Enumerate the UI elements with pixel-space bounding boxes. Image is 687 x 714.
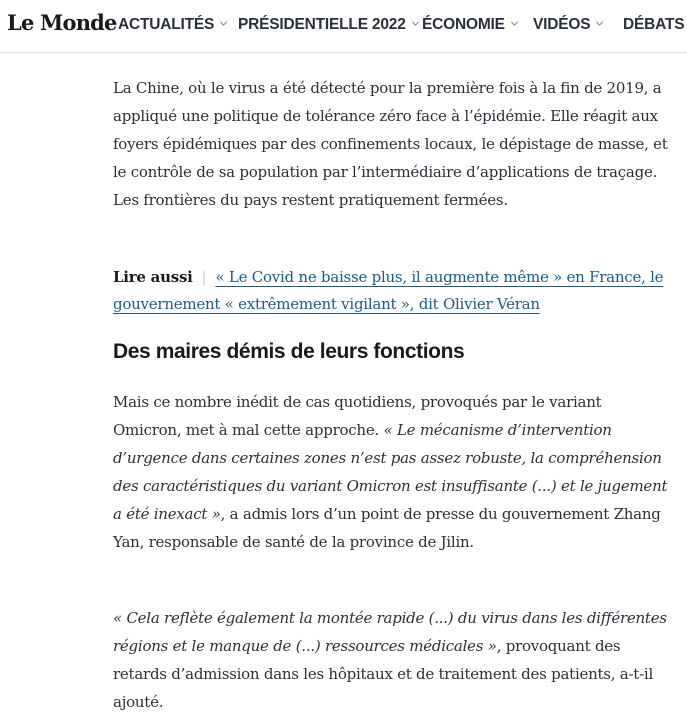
article-paragraph: [113, 388, 673, 556]
nav-item-actualites[interactable]: [118, 16, 228, 34]
site-header: [0, 0, 687, 53]
nav-item-presidentielle[interactable]: [238, 16, 420, 34]
nav-item-economie[interactable]: [422, 16, 519, 34]
article-paragraph: [113, 604, 673, 714]
chevron-down-icon: [219, 19, 228, 28]
nav-item-videos[interactable]: [533, 16, 604, 34]
le-monde-logo[interactable]: Le Monde: [7, 10, 117, 35]
nav-item-label: DÉBATS: [623, 16, 685, 33]
paragraph-quote: « Le mécanisme d’intervention d’urgence dans certaines zones n’est pas assez robuste, la compréhension des caractéristiques du variant Omicron est insuffisante (...) et le jugement a été inexact »: [113, 421, 668, 523]
chevron-down-icon: [411, 19, 420, 28]
chevron-down-icon: [595, 19, 604, 28]
read-also-link[interactable]: « Le Covid ne baisse plus, il augmente même » en France, le gouvernement « extrêmement vigilant », dit Olivier Véran: [113, 268, 664, 313]
article-paragraph: La Chine, où le virus a été détecté pour la première fois à la fin de 2019, a appliqué une politique de tolérance zéro face à l’épidémie. Elle réagit aux foyers épidémiques par des confinements locaux, le dépistage de masse, et le contrôle de sa population par l’intermédiaire d’applications de traçage. Les frontières du pays restent pratiquement fermées.: [113, 79, 668, 209]
chevron-down-icon: [510, 19, 519, 28]
read-also-separator: |: [201, 268, 207, 286]
section-heading: Des maires démis de leurs fonctions: [113, 340, 465, 363]
nav-item-label: PRÉSIDENTIELLE 2022: [238, 16, 406, 33]
paragraph-outro: , provoquant des retards d’admission dans les hôpitaux et de traitement des patients, a-t-il ajouté.: [113, 637, 653, 711]
paragraph-outro: , a admis lors d’un point de presse du gouvernement Zhang Yan, responsable de santé de la province de Jilin.: [113, 505, 661, 551]
paragraph-quote: « Cela reflète également la montée rapide (...) du virus dans les différentes régions et le manque de (...) ressources médicales »: [113, 609, 667, 655]
read-also-label: Lire aussi: [113, 268, 193, 286]
read-also-block: [113, 264, 673, 318]
paragraph-intro: Mais ce nombre inédit de cas quotidiens, provoqués par le variant Omicron, met à mal cette approche.: [113, 393, 602, 439]
nav-item-label: VIDÉOS: [533, 16, 591, 33]
article-body: [113, 74, 669, 214]
nav-item-label: ACTUALITÉS: [118, 16, 215, 33]
nav-item-label: ÉCONOMIE: [422, 16, 505, 33]
nav-item-debats[interactable]: [623, 16, 687, 34]
